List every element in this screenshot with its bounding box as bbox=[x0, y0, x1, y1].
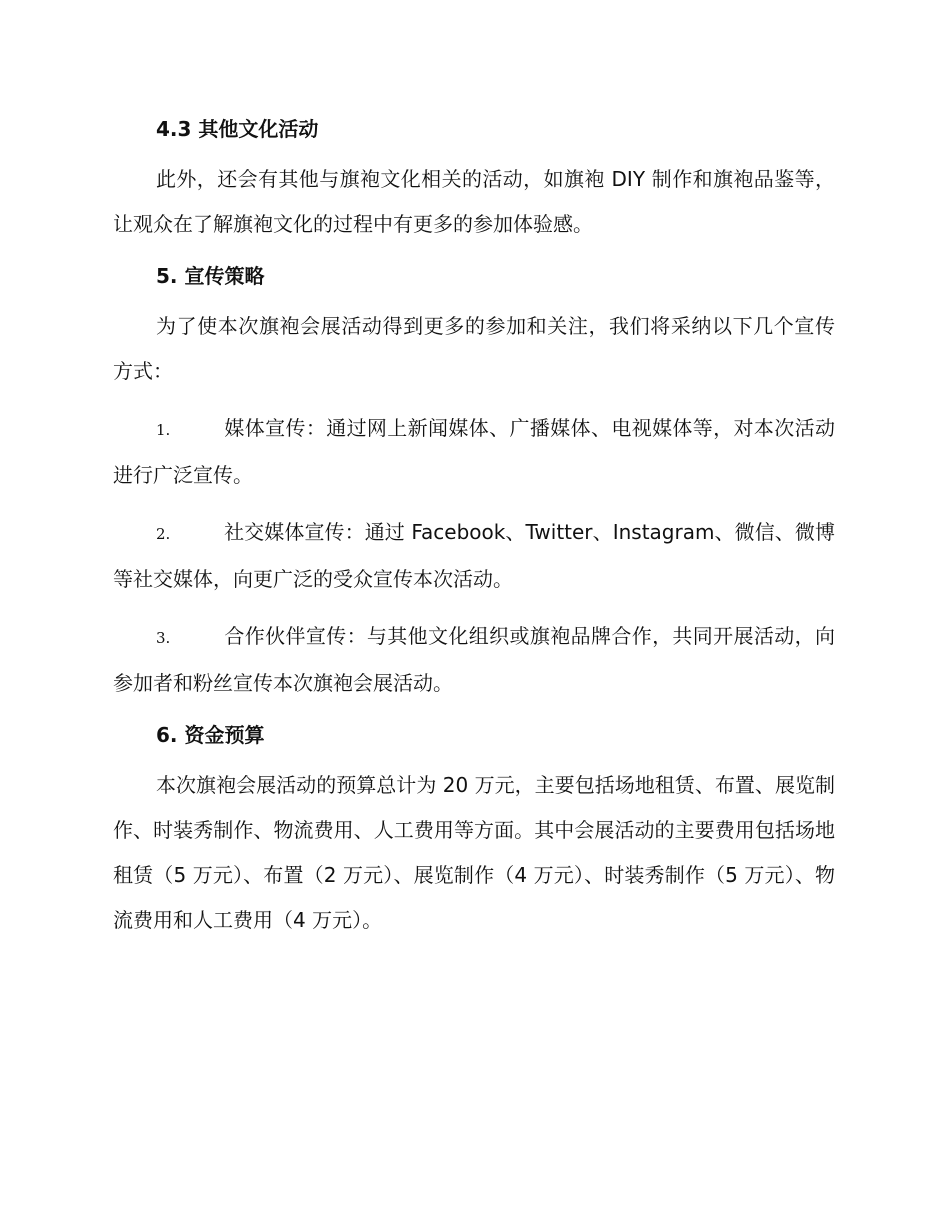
section-heading-5: 5. 宣传策略 bbox=[156, 264, 265, 288]
document-content bbox=[113, 112, 835, 943]
list-item bbox=[113, 406, 835, 498]
list-item-number: 1. bbox=[156, 421, 171, 439]
list-item bbox=[113, 614, 835, 706]
section-heading-6: 6. 资金预算 bbox=[156, 723, 265, 747]
section-heading-4-3: 4.3 其他文化活动 bbox=[156, 117, 319, 141]
list-item-text: 社交媒体宣传：通过 Facebook、Twitter、Instagram、微信、微博等社交媒体，向更广泛的受众宣传本次活动。 bbox=[113, 520, 835, 591]
list-item bbox=[113, 510, 835, 602]
list-item-text: 媒体宣传：通过网上新闻媒体、广播媒体、电视媒体等，对本次活动进行广泛宣传。 bbox=[113, 416, 835, 487]
section-4-3-paragraph: 此外，还会有其他与旗袍文化相关的活动，如旗袍 DIY 制作和旗袍品鉴等，让观众在了解旗袍文化的过程中有更多的参加体验感。 bbox=[113, 167, 835, 236]
list-item-number: 3. bbox=[156, 629, 171, 647]
section-5-intro: 为了使本次旗袍会展活动得到更多的参加和关注，我们将采纳以下几个宣传方式： bbox=[113, 314, 835, 383]
section-6-paragraph: 本次旗袍会展活动的预算总计为 20 万元，主要包括场地租赁、布置、展览制作、时装秀制作、物流费用、人工费用等方面。其中会展活动的主要费用包括场地租赁（5 万元）、布置（2 万元）、展览制作（4 万元）、时装秀制作（5 万元）、物流费用和人工费用（4 万元）。 bbox=[113, 773, 835, 932]
list-item-text: 合作伙伴宣传：与其他文化组织或旗袍品牌合作，共同开展活动，向参加者和粉丝宣传本次旗袍会展活动。 bbox=[113, 624, 835, 695]
list-item-number: 2. bbox=[156, 525, 171, 543]
